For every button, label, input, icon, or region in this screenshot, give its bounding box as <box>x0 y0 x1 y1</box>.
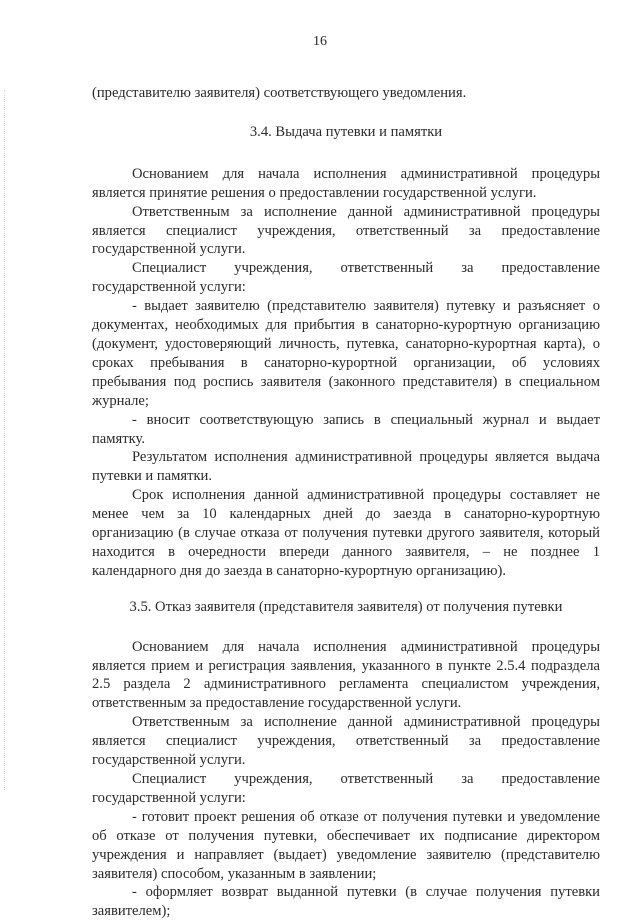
list-item: - выдает заявителю (представителю заявителя) путевку и разъясняет о документах, необходимых для прибытия в санаторно-курортную организацию (документ, удостоверяющий личность, путевка, санаторно-курортная карта), о сроках пребывания в санаторно-курортной организации, об условиях пребывания под роспись заявителя (законного представителя) в специальном журнале; <box>92 298 600 409</box>
paragraph: Срок исполнения данной административной процедуры составляет не менее чем за 10 календарных дней до заезда в санаторно-курортную организацию (в случае отказа от получения путевки другого заявителя, который находится в очередности впереди данного заявителя, – не позднее 1 календарного дня до заезда в санаторно-курортную организацию). <box>92 487 600 579</box>
page-number: 16 <box>313 34 327 49</box>
paragraph: Результатом исполнения административной процедуры является выдача путевки и памятки. <box>92 449 600 485</box>
document-body <box>92 84 600 921</box>
paragraph-continuation: (представителю заявителя) соответствующего уведомления. <box>92 85 467 101</box>
paragraph: Основанием для начала исполнения административной процедуры является прием и регистрация заявления, указанного в пункте 2.5.4 подраздела 2.5 раздела 2 административного регламента специалистом учреждения, ответственным за предоставление государственной услуги. <box>92 638 600 712</box>
paragraph: Основанием для начала исполнения административной процедуры является принятие решения о предоставлении государственной услуги. <box>92 165 600 201</box>
list-item: - вносит соответствующую запись в специальный журнал и выдает памятку. <box>92 411 600 447</box>
paragraph: Специалист учреждения, ответственный за предоставление государственной услуги: <box>92 771 600 806</box>
list-item: - оформляет возврат выданной путевки (в случае получения путевки заявителем); <box>92 884 600 920</box>
list-item: - готовит проект решения об отказе от получения путевки и уведомление об отказе от получения путевки, обеспечивает их подписание директором учреждения и направляет (выдает) уведомление заявителю (представителю заявителя) способом, указанным в заявлении; <box>92 808 600 882</box>
paragraph: Ответственным за исполнение данной административной процедуры является специалист учреждения, ответственный за предоставление государственной услуги. <box>92 714 600 769</box>
paragraph: Ответственным за исполнение данной административной процедуры является специалист учреждения, ответственный за предоставление государственной услуги. <box>92 203 600 258</box>
scan-edge-specks <box>4 90 7 790</box>
paragraph: Специалист учреждения, ответственный за предоставление государственной услуги: <box>92 260 600 296</box>
section-heading-3-4: 3.4. Выдача путевки и памятки <box>249 123 443 140</box>
section-heading-3-5: 3.5. Отказ заявителя (представителя заявителя) от получения путевки <box>129 598 563 615</box>
